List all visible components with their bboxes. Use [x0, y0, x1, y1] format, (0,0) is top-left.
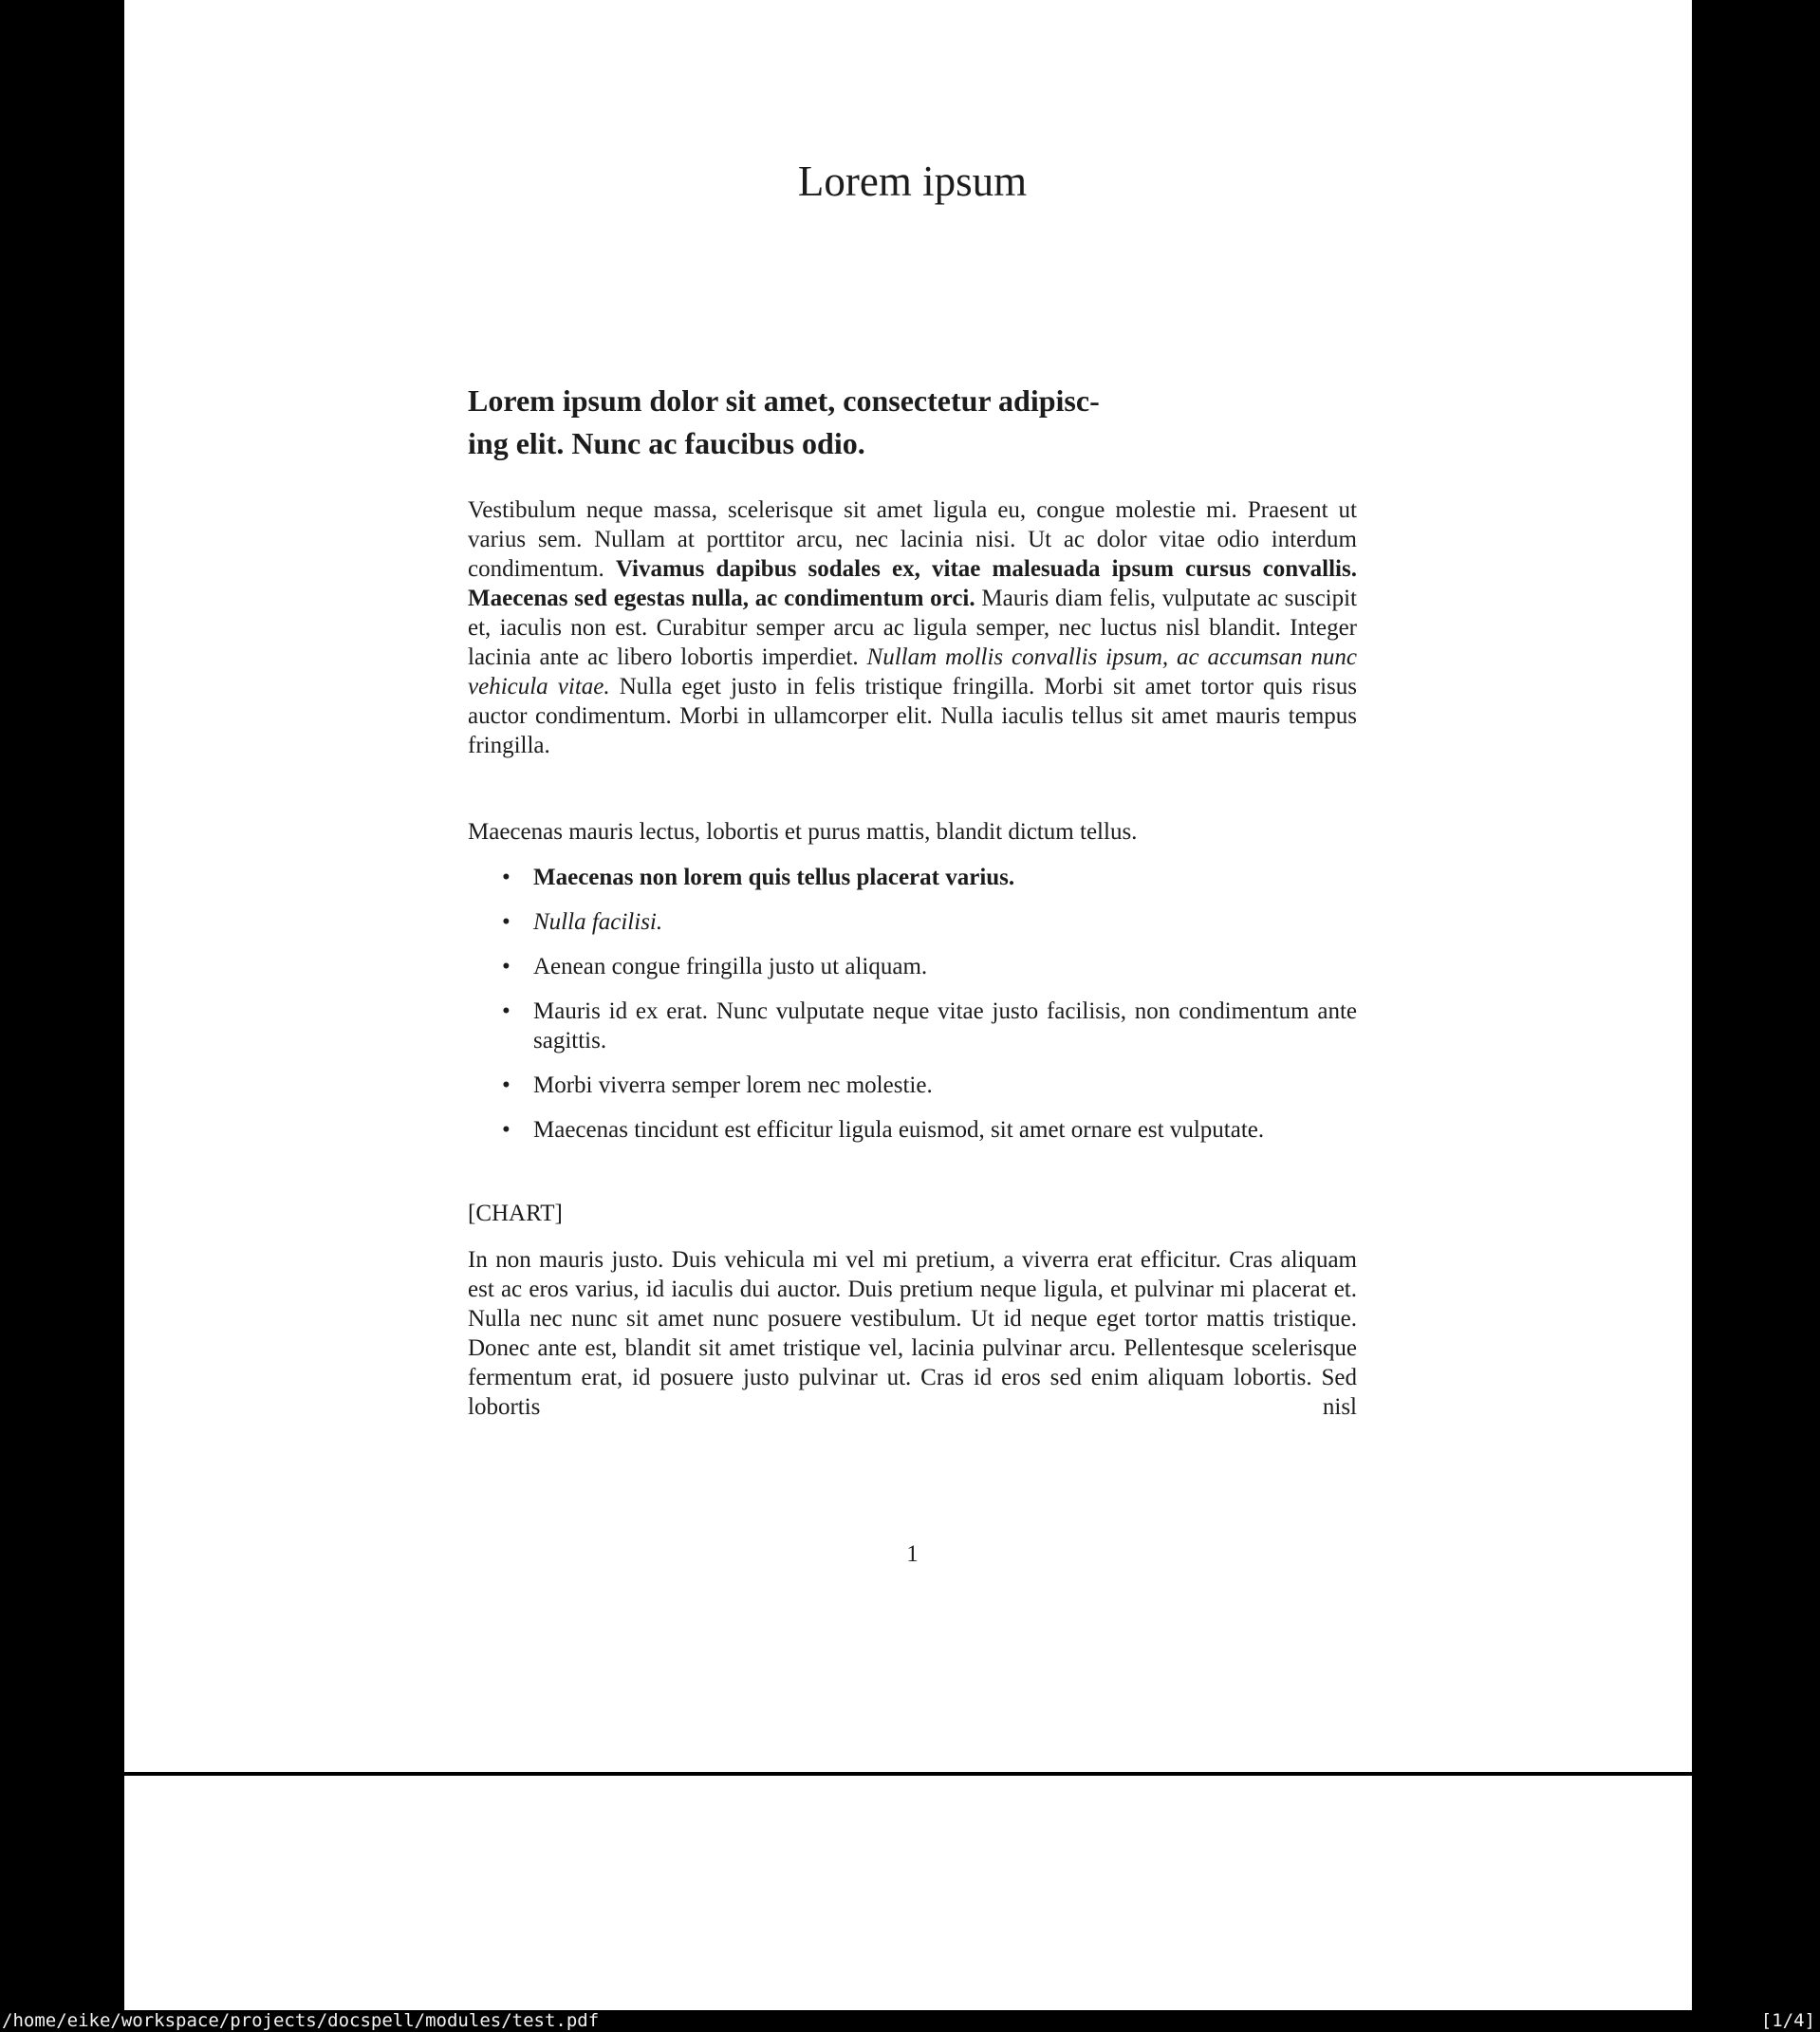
- section-heading-line-2: ing elit. Nunc ac faucibus odio.: [468, 426, 865, 460]
- document-page-1[interactable]: [124, 0, 1692, 1772]
- statusbar: [0, 2010, 1820, 2032]
- list-item-text: Aenean congue fringilla justo ut aliquam.: [533, 954, 928, 979]
- section-heading-line-1: Lorem ipsum dolor sit amet, consectetur adipisc-: [468, 383, 1100, 418]
- list-item: [468, 863, 1357, 892]
- section-heading: [468, 380, 1357, 465]
- statusbar-file-path: /home/eike/workspace/projects/docspell/modules/test.pdf: [2, 2010, 600, 2031]
- list-item: [468, 1115, 1357, 1145]
- paragraph-3: In non mauris justo. Duis vehicula mi vel mi pretium, a viverra erat efficitur. Cras aliquam est ac eros varius, id iaculis dui auctor. Duis pretium neque ligula, et pulvinar mi placerat et. Nulla nec nunc sit amet nunc posuere vestibulum. Ut id neque eget tortor mattis tristique. Donec ante est, blandit sit amet tristique vel, lacinia pulvinar arcu. Pellentesque scelerisque fermentum erat, id posuere justo pulvinar ut. Cras id eros sed enim aliquam lobortis. Sed lobortis nisl: [468, 1247, 1357, 1420]
- bullet-icon: •: [502, 954, 511, 979]
- list-item-text: Maecenas non lorem quis tellus placerat varius.: [533, 865, 1015, 890]
- paragraph-1-segment-normal: Mauris diam felis, vulputate ac suscipit et, iaculis non est. Curabitur semper arcu ac ligula semper, nec luctus nisl blandit. Integer lacinia ante ac libero lobortis imperdiet.: [468, 586, 1358, 670]
- list-item-text: Morbi viverra semper lorem nec molestie.: [533, 1072, 933, 1098]
- list-item: [468, 952, 1357, 981]
- list-item-text: Mauris id ex erat. Nunc vulputate neque vitae justo facilisis, non condimentum ante sagittis.: [533, 998, 1357, 1053]
- bullet-icon: •: [502, 1117, 511, 1143]
- paragraph-1-segment-normal: Nulla eget justo in felis tristique fringilla. Morbi sit amet tortor quis risus auctor condimentum. Morbi in ullamcorper elit. Nulla iaculis tellus sit amet mauris tempus fringilla.: [468, 674, 1357, 758]
- paragraph-1: [468, 495, 1357, 760]
- page-number-footer: 1: [906, 1541, 919, 1567]
- paragraph-1-segment-italic: Nullam mollis convallis ipsum, ac accumsan nunc vehicula vitae.: [468, 644, 1357, 699]
- list-item-text: Maecenas tincidunt est efficitur ligula euismod, sit amet ornare est vulputate.: [533, 1117, 1265, 1143]
- document-title: Lorem ipsum: [797, 158, 1028, 205]
- list-item: [468, 997, 1357, 1055]
- paragraph-2: Maecenas mauris lectus, lobortis et purus mattis, blandit dictum tellus.: [468, 819, 1138, 845]
- list-item-text: Nulla facilisi.: [533, 909, 663, 935]
- statusbar-page-indicator: [1/4]: [1760, 2010, 1815, 2031]
- bullet-icon: •: [502, 1072, 511, 1098]
- list-item: [468, 1071, 1357, 1100]
- paragraph-1-segment-bold: Vivamus dapibus sodales ex, vitae malesuada ipsum cursus convallis. Maecenas sed egestas nulla, ac condimentum orci.: [468, 556, 1357, 611]
- chart-placeholder-text: [CHART]: [468, 1201, 563, 1226]
- bullet-list: [468, 863, 1357, 1160]
- list-item: [468, 907, 1357, 937]
- paragraph-1-segment-normal: Vestibulum neque massa, scelerisque sit amet ligula eu, congue molestie mi. Praesent ut varius sem. Nullam at porttitor arcu, nec lacinia nisi. Ut ac dolor vitae odio interdum condimentum.: [468, 497, 1357, 582]
- document-page-2-top-edge[interactable]: [124, 1776, 1692, 2010]
- bullet-icon: •: [502, 909, 511, 935]
- bullet-icon: •: [502, 998, 511, 1024]
- bullet-icon: •: [502, 865, 511, 890]
